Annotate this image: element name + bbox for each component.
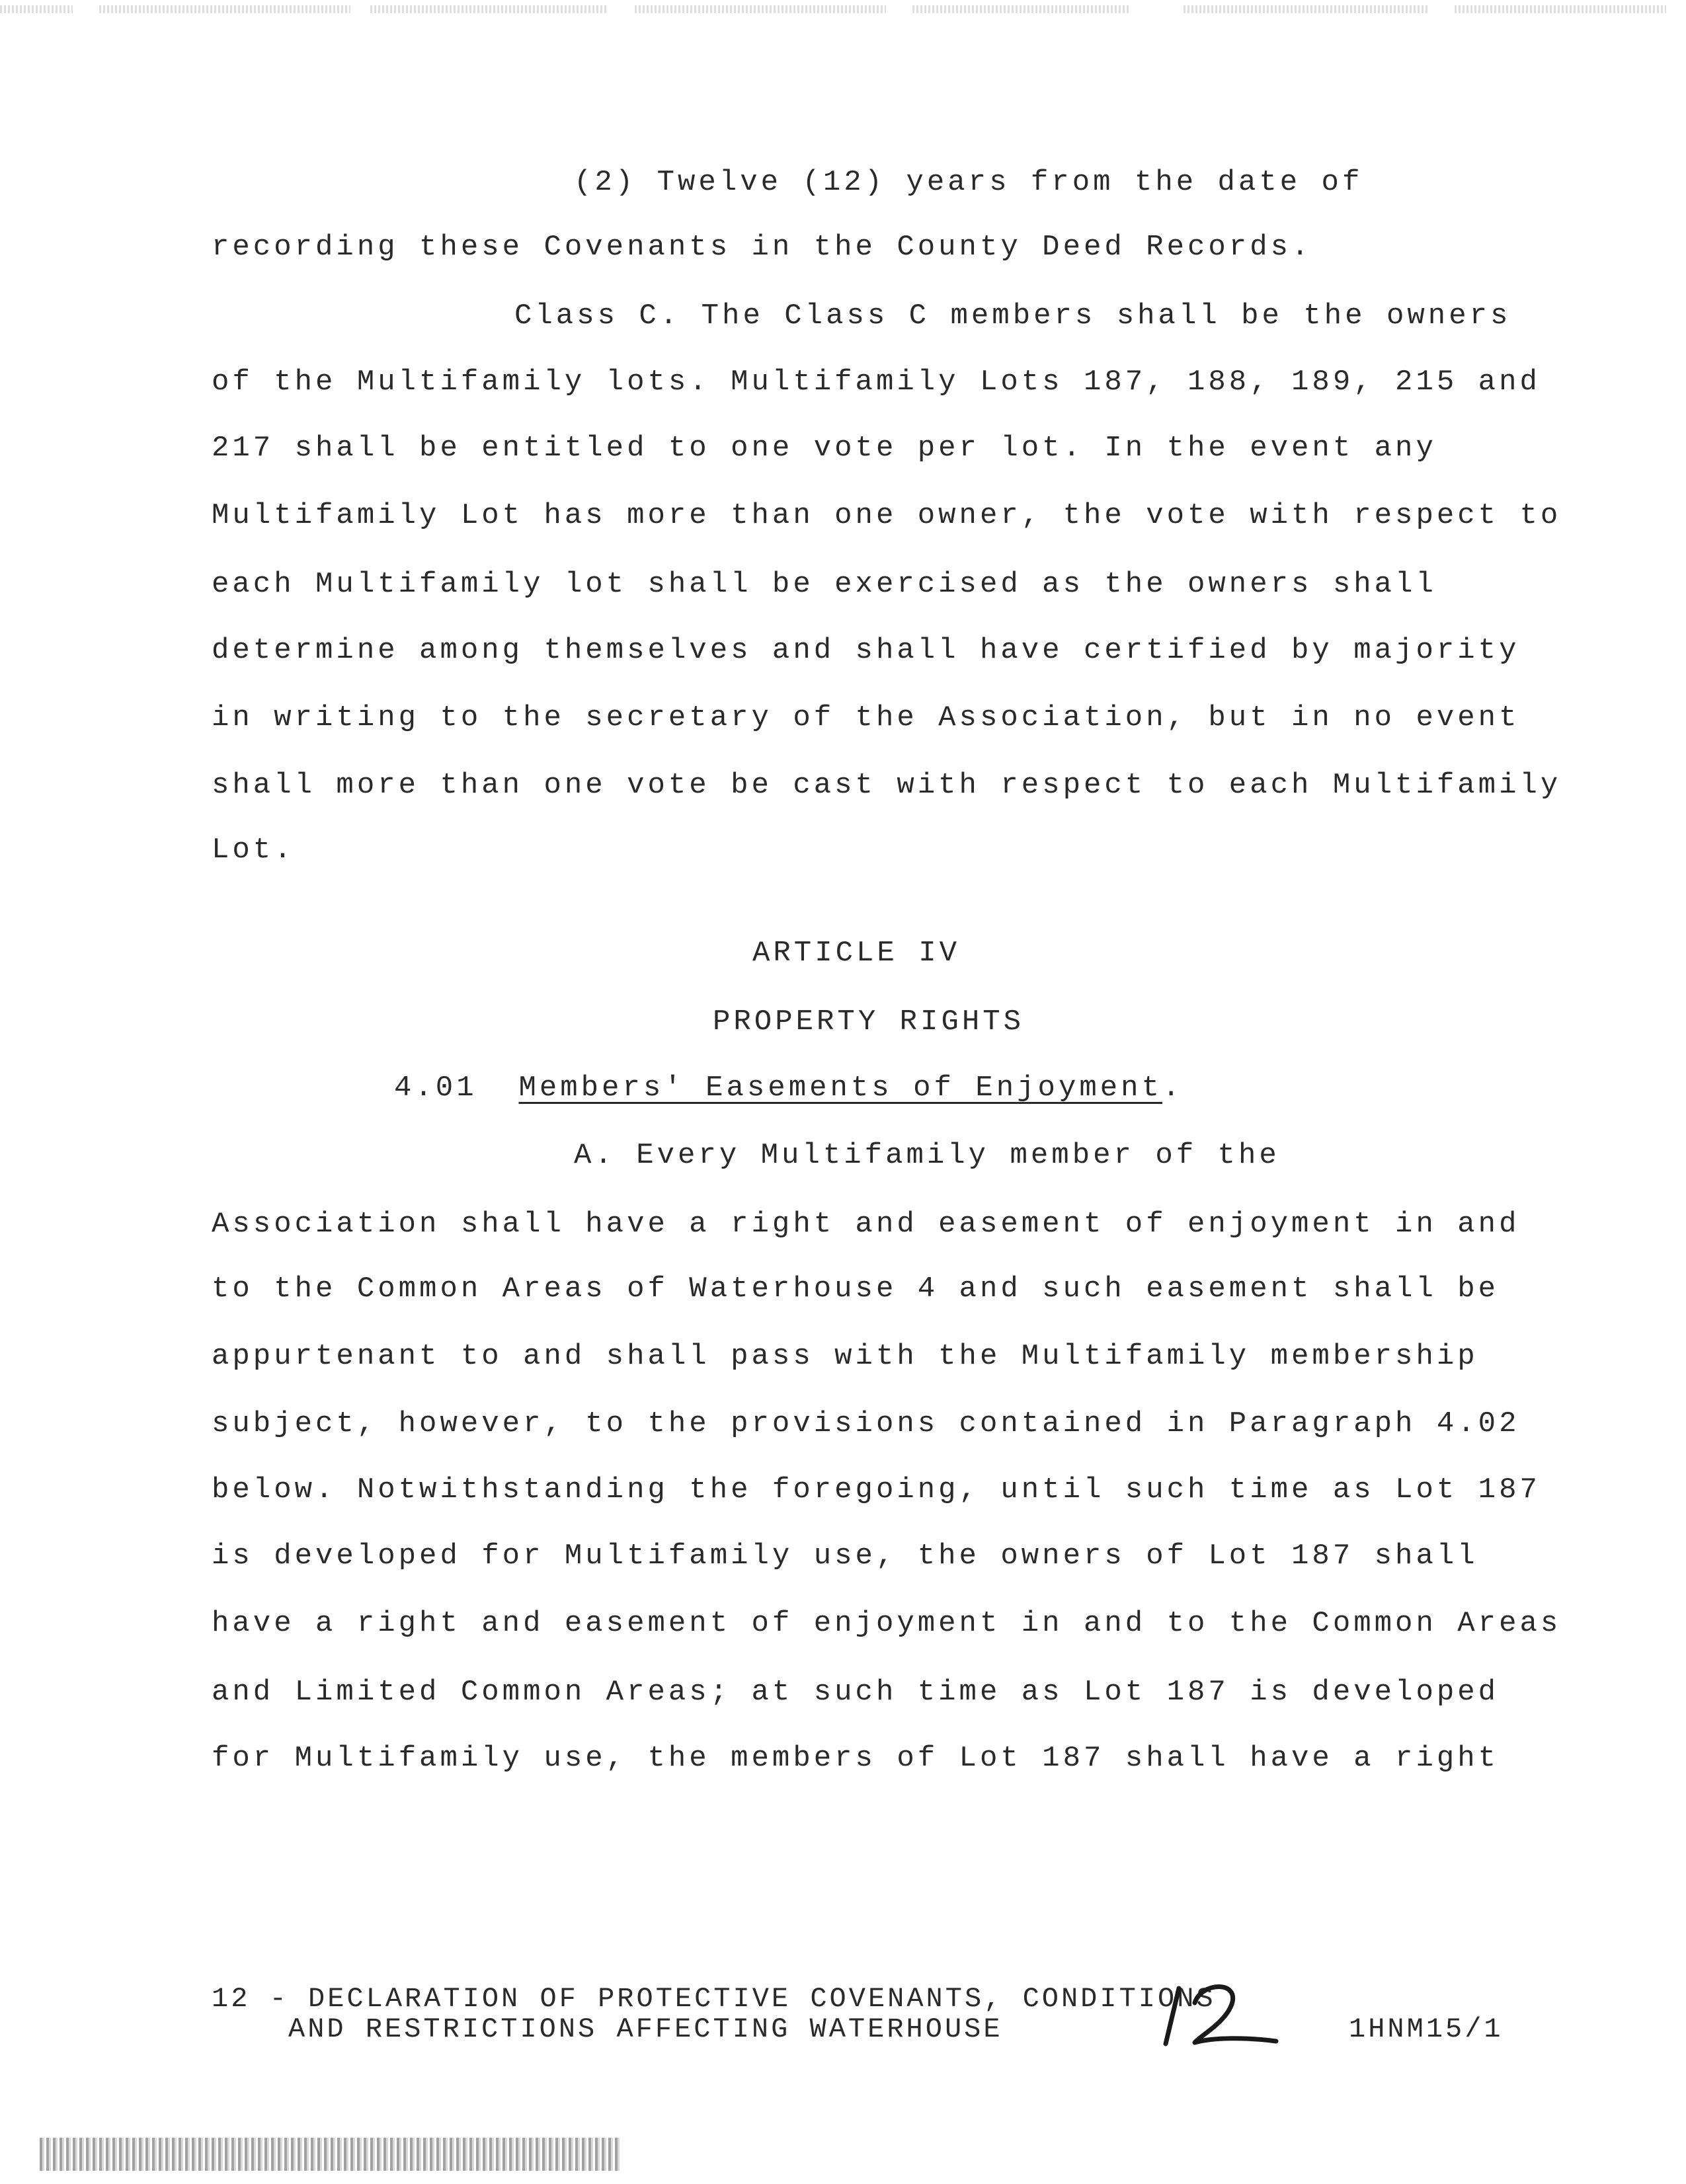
section-title: Members' Easements of Enjoyment xyxy=(518,1072,1162,1105)
body-line: and Limited Common Areas; at such time as Lot 187 is developed xyxy=(212,1676,1500,1709)
article-title: PROPERTY RIGHTS xyxy=(713,1005,1025,1038)
article-heading: ARTICLE IV xyxy=(752,937,961,970)
body-line: appurtenant to and shall pass with the Multifamily membership xyxy=(212,1340,1478,1373)
scan-artifact-bottom xyxy=(40,2138,622,2171)
body-line: Association shall have a right and easement of enjoyment in and xyxy=(212,1208,1520,1241)
body-line: each Multifamily lot shall be exercised as the owners shall xyxy=(212,568,1437,601)
body-line: determine among themselves and shall have certified by majority xyxy=(212,634,1520,667)
footer-line-1: 12 - DECLARATION OF PROTECTIVE COVENANTS, CONDITIONS xyxy=(212,1983,1216,2015)
body-line: Multifamily Lot has more than one owner, the vote with respect to xyxy=(212,499,1562,532)
body-line: A. Every Multifamily member of the xyxy=(574,1139,1280,1172)
body-line: recording these Covenants in the County Deed Records. xyxy=(212,231,1312,264)
scan-artifact-top xyxy=(0,0,1686,26)
body-line: in writing to the secretary of the Association, but in no event xyxy=(212,701,1520,734)
body-line: for Multifamily use, the members of Lot 187 shall have a right xyxy=(212,1742,1500,1775)
body-line: of the Multifamily lots. Multifamily Lots 187, 188, 189, 215 and xyxy=(212,366,1541,399)
body-line: have a right and easement of enjoyment in and to the Common Areas xyxy=(212,1607,1562,1640)
body-line: subject, however, to the provisions contained in Paragraph 4.02 xyxy=(212,1407,1520,1440)
body-line: to the Common Areas of Waterhouse 4 and such easement shall be xyxy=(212,1272,1500,1306)
body-line: is developed for Multifamily use, the owners of Lot 187 shall xyxy=(212,1540,1478,1573)
section-heading xyxy=(394,1070,1183,1107)
section-number: 4.01 xyxy=(394,1072,477,1105)
body-line: shall more than one vote be cast with respect to each Multifamily xyxy=(212,769,1562,802)
body-line: (2) Twelve (12) years from the date of xyxy=(574,166,1363,199)
footer-line-2: AND RESTRICTIONS AFFECTING WATERHOUSE xyxy=(288,2013,1003,2045)
body-line: below. Notwithstanding the foregoing, until such time as Lot 187 xyxy=(212,1473,1541,1506)
handwritten-page-number xyxy=(1154,1976,1286,2056)
body-line: Lot. xyxy=(212,834,295,867)
section-period: . xyxy=(1162,1072,1184,1105)
footer-doc-code: 1HNM15/1 xyxy=(1349,2013,1504,2045)
body-line: Class C. The Class C members shall be the owners xyxy=(514,299,1511,332)
body-line: 217 shall be entitled to one vote per lot. In the event any xyxy=(212,432,1437,465)
